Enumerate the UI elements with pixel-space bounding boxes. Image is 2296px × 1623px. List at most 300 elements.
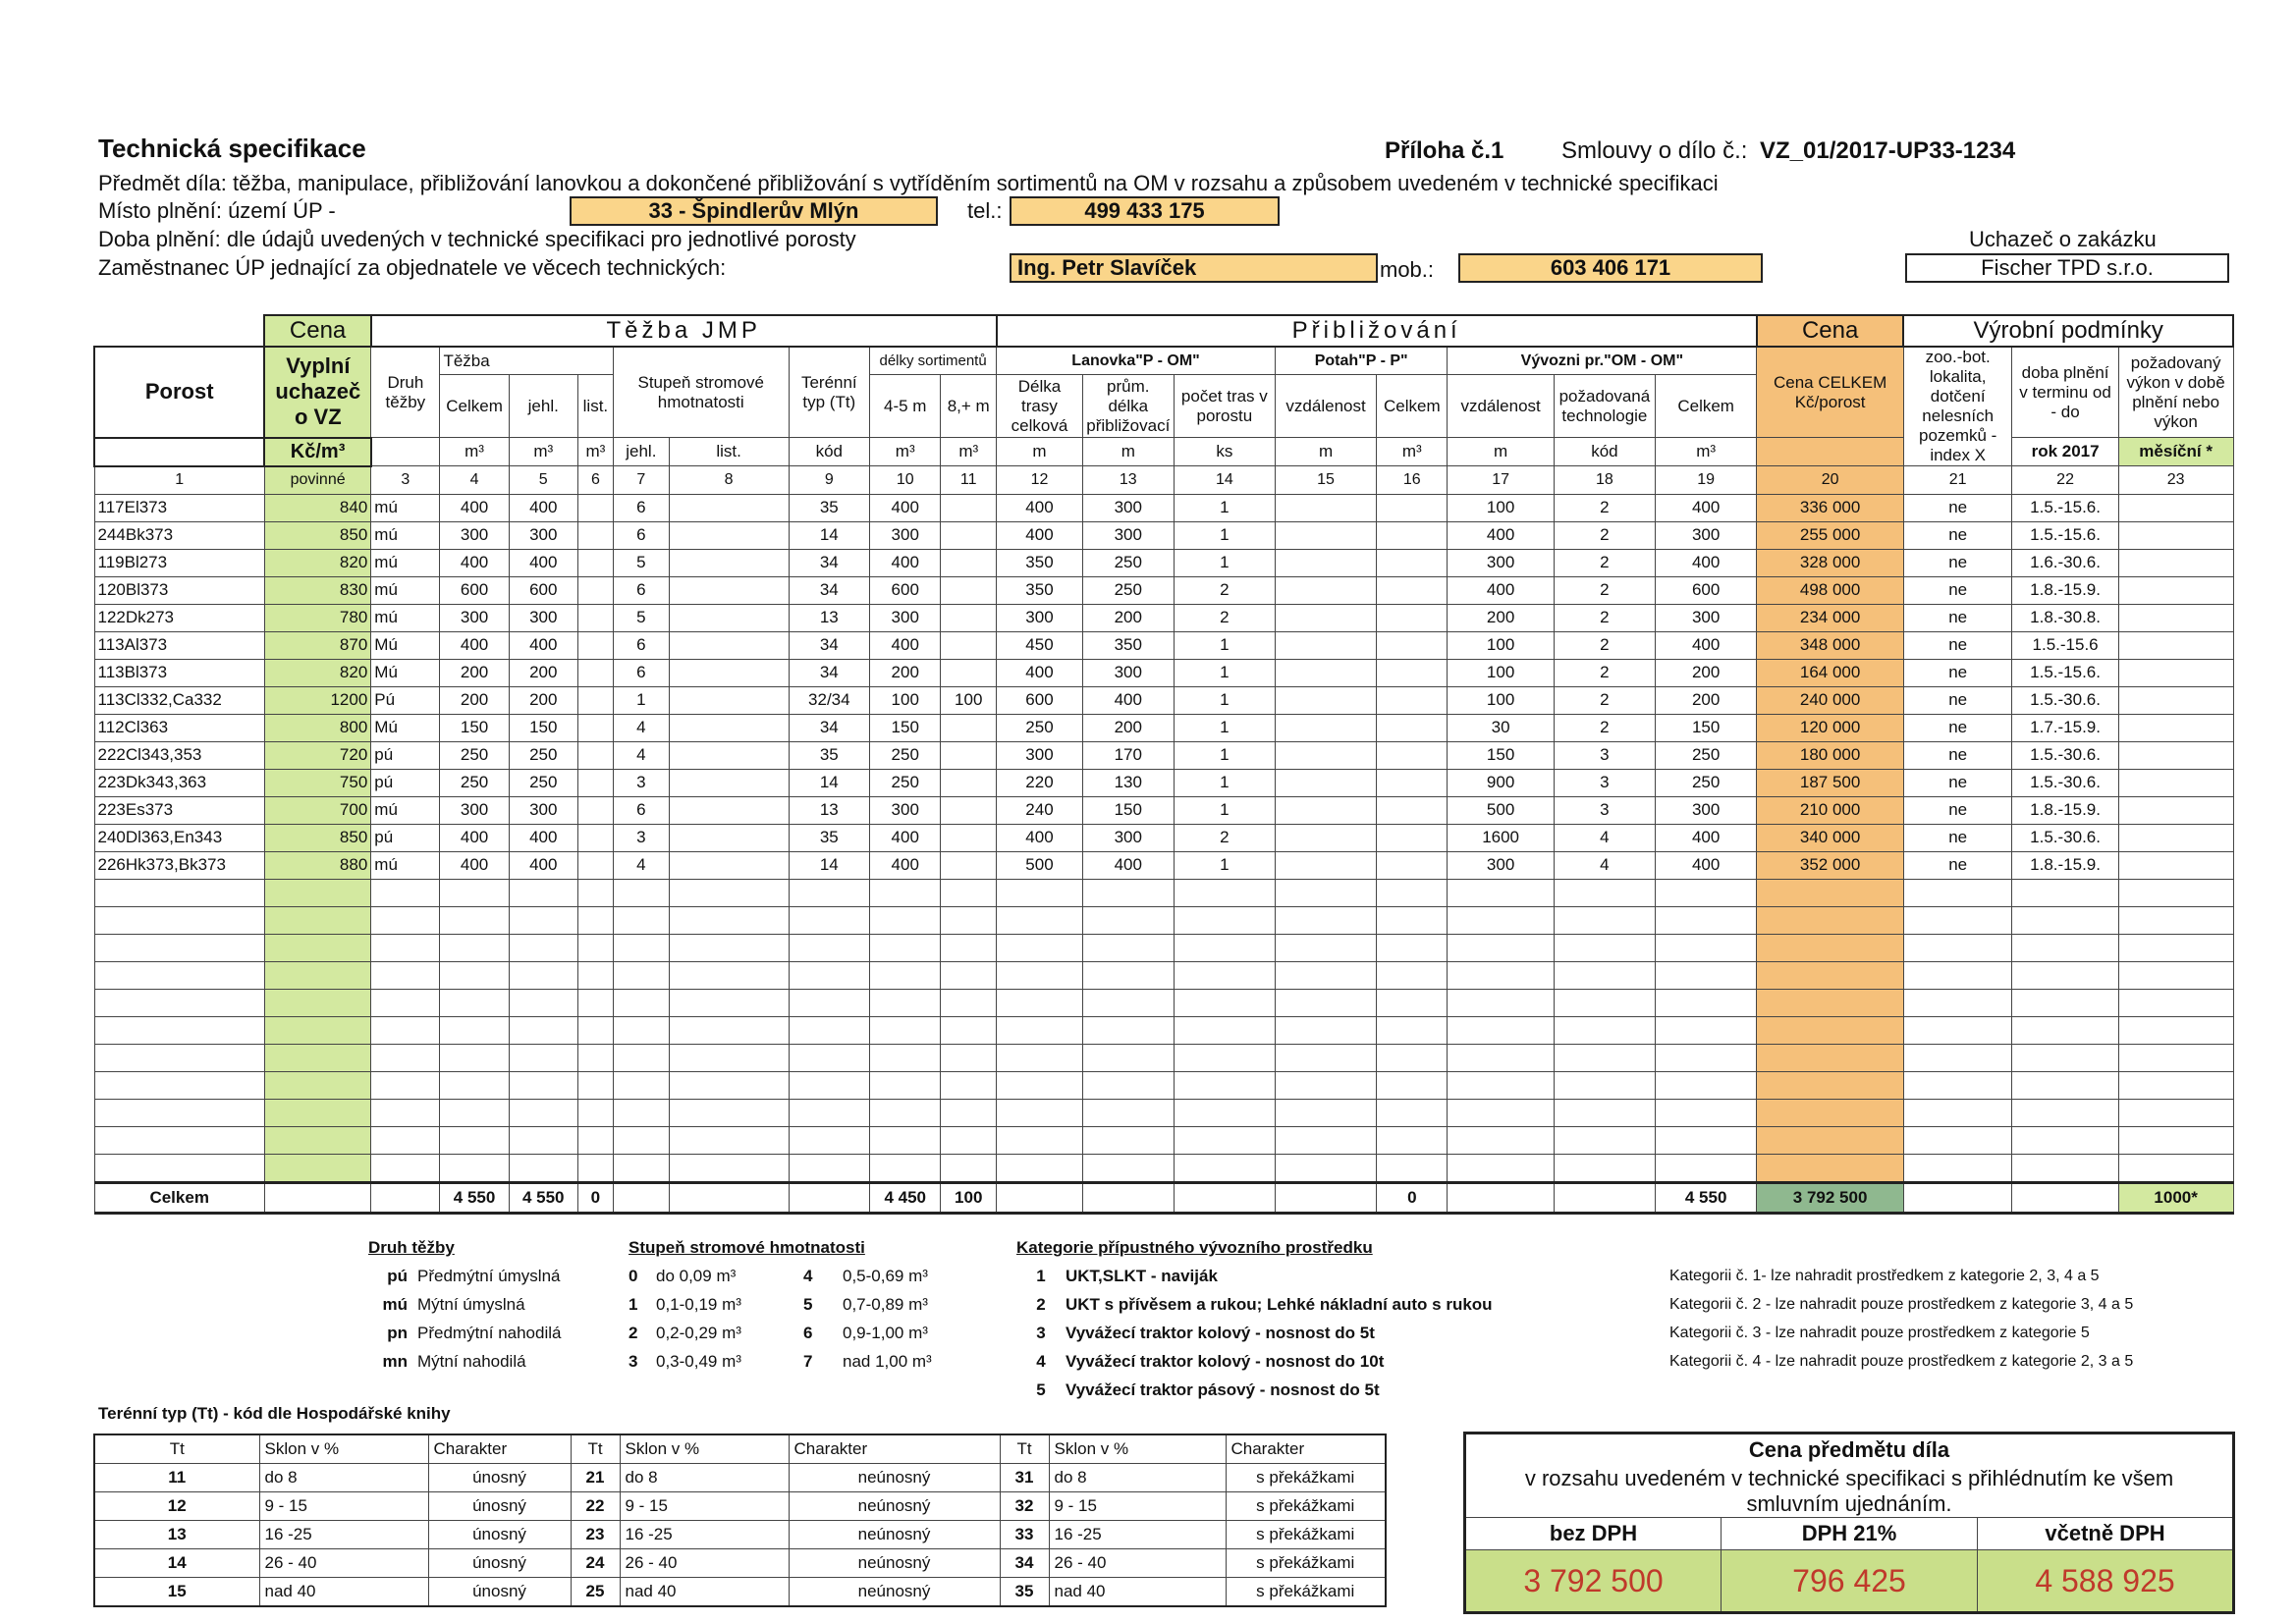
table-cell: 250 bbox=[440, 769, 509, 796]
unit-mesicni: měsíční * bbox=[2118, 438, 2233, 466]
total-cell bbox=[613, 1182, 669, 1213]
table-cell: 240 bbox=[997, 796, 1083, 824]
mob-value: 603 406 171 bbox=[1458, 253, 1763, 283]
column-number: 22 bbox=[2012, 466, 2118, 495]
table-cell: 113Bl373 bbox=[94, 659, 264, 686]
table-cell bbox=[1377, 851, 1448, 879]
table-cell: 850 bbox=[264, 824, 370, 851]
table-cell: 870 bbox=[264, 631, 370, 659]
table-cell: 300 bbox=[509, 604, 577, 631]
header-celkem3: Celkem bbox=[1656, 375, 1757, 438]
legend-text: do 0,09 m³ bbox=[656, 1267, 737, 1285]
table-cell bbox=[1377, 741, 1448, 769]
column-number: 21 bbox=[1903, 466, 2011, 495]
total-cell bbox=[1082, 1182, 1174, 1213]
terrain-cell: neúnosný bbox=[789, 1492, 1000, 1521]
table-cell: 300 bbox=[1082, 494, 1174, 521]
legend-text: UKT,SLKT - naviják bbox=[1066, 1267, 1218, 1285]
table-row bbox=[94, 796, 2233, 824]
header-d8: 8,+ m bbox=[941, 375, 997, 438]
table-cell: 100 bbox=[941, 686, 997, 714]
table-cell: 150 bbox=[870, 714, 941, 741]
table-cell: 400 bbox=[509, 851, 577, 879]
terrain-header: Sklon v % bbox=[620, 1434, 789, 1464]
terrain-cell: nad 40 bbox=[259, 1578, 428, 1607]
table-cell bbox=[669, 769, 789, 796]
terrain-cell: neúnosný bbox=[789, 1521, 1000, 1549]
table-cell bbox=[941, 796, 997, 824]
table-cell: ne bbox=[1903, 796, 2011, 824]
total-cell: 4 450 bbox=[870, 1182, 941, 1213]
table-cell: 1 bbox=[1174, 521, 1275, 549]
table-cell: 400 bbox=[997, 521, 1083, 549]
terrain-header: Tt bbox=[571, 1434, 620, 1464]
legend-druh bbox=[368, 1233, 562, 1371]
column-number-row bbox=[94, 466, 2233, 495]
table-cell: 1 bbox=[613, 686, 669, 714]
total-row bbox=[94, 1182, 2233, 1213]
table-cell: pú bbox=[371, 769, 440, 796]
header-terenni: Terénní typ (Tt) bbox=[789, 347, 870, 438]
table-cell: 250 bbox=[870, 741, 941, 769]
terrain-cell: 16 -25 bbox=[620, 1521, 789, 1549]
table-cell: mú bbox=[371, 851, 440, 879]
misto-label: Místo plnění: území ÚP - bbox=[98, 198, 336, 223]
table-cell: 3 bbox=[1554, 741, 1655, 769]
total-cell bbox=[1903, 1182, 2011, 1213]
table-cell: 400 bbox=[997, 659, 1083, 686]
table-cell: 400 bbox=[1656, 494, 1757, 521]
table-cell: 750 bbox=[264, 769, 370, 796]
legend-text: 0,3-0,49 m³ bbox=[656, 1352, 741, 1371]
price-header: DPH 21% bbox=[1722, 1518, 1978, 1550]
table-cell: 6 bbox=[613, 659, 669, 686]
column-number: 7 bbox=[613, 466, 669, 495]
unit-m: m bbox=[1082, 438, 1174, 466]
table-cell: Mú bbox=[371, 631, 440, 659]
table-cell bbox=[669, 796, 789, 824]
header-vzdalenost: vzdálenost bbox=[1275, 375, 1376, 438]
predmet-text: Předmět díla: těžba, manipulace, přibližování lanovkou a dokončené přibližování s vytříděním sortimentů na OM v rozsahu a způsobem uvedeném v technické specifikaci bbox=[98, 171, 1719, 195]
table-cell: 200 bbox=[1448, 604, 1554, 631]
terrain-header: Charakter bbox=[428, 1434, 571, 1464]
total-cell: 4 550 bbox=[509, 1182, 577, 1213]
terrain-cell: 32 bbox=[1000, 1492, 1049, 1521]
header-vyplni: Vyplní uchazeč o VZ bbox=[264, 347, 370, 438]
terrain-row bbox=[94, 1492, 1386, 1521]
legend-kategorie-item bbox=[1016, 1347, 1493, 1376]
group-delky: délky sortimentů bbox=[870, 347, 997, 375]
legend-code: 7 bbox=[803, 1352, 813, 1371]
table-cell: 300 bbox=[1656, 796, 1757, 824]
table-cell: 1 bbox=[1174, 851, 1275, 879]
header-celkem2: Celkem bbox=[1377, 375, 1448, 438]
legend-code: 6 bbox=[803, 1324, 813, 1342]
terrain-row bbox=[94, 1464, 1386, 1492]
table-cell: 1.5.-30.6. bbox=[2012, 686, 2118, 714]
column-number: 18 bbox=[1554, 466, 1655, 495]
table-cell bbox=[577, 741, 613, 769]
table-cell: 240Dl363,En343 bbox=[94, 824, 264, 851]
total-cell bbox=[264, 1182, 370, 1213]
table-cell: 1.6.-30.6. bbox=[2012, 549, 2118, 576]
table-cell: 3 bbox=[613, 769, 669, 796]
table-cell: 300 bbox=[509, 521, 577, 549]
table-cell: 1 bbox=[1174, 686, 1275, 714]
group-lanovka: Lanovka"P - OM" bbox=[997, 347, 1276, 375]
table-cell: 250 bbox=[1656, 741, 1757, 769]
table-cell bbox=[577, 631, 613, 659]
terrain-cell: 14 bbox=[94, 1549, 259, 1578]
unit-kc: Kč/m³ bbox=[264, 438, 370, 466]
column-number: 23 bbox=[2118, 466, 2233, 495]
terrain-cell: 16 -25 bbox=[259, 1521, 428, 1549]
table-cell: 113Al373 bbox=[94, 631, 264, 659]
table-cell bbox=[1377, 631, 1448, 659]
empty-row bbox=[94, 1099, 2233, 1126]
table-cell: mú bbox=[371, 796, 440, 824]
group-potah: Potah"P - P" bbox=[1275, 347, 1447, 375]
table-cell: 2 bbox=[1554, 494, 1655, 521]
table-cell bbox=[1377, 824, 1448, 851]
empty-row bbox=[94, 1154, 2233, 1182]
column-number: 4 bbox=[440, 466, 509, 495]
table-cell bbox=[2118, 494, 2233, 521]
table-cell bbox=[1377, 521, 1448, 549]
legend-note: Kategorii č. 4 - lze nahradit pouze prostředkem z kategorie 2, 3 a 5 bbox=[1669, 1353, 2134, 1370]
table-cell bbox=[1275, 521, 1376, 549]
legend-kategorie-title: Kategorie přípustného vývozního prostředku bbox=[1016, 1238, 1373, 1257]
table-cell: 32/34 bbox=[789, 686, 870, 714]
header-porost: Porost bbox=[94, 347, 264, 438]
legend-notes bbox=[1669, 1262, 2134, 1370]
table-cell bbox=[577, 659, 613, 686]
terrain-cell: 25 bbox=[571, 1578, 620, 1607]
table-cell: 400 bbox=[440, 549, 509, 576]
table-cell: 150 bbox=[440, 714, 509, 741]
unit-m: m bbox=[1448, 438, 1554, 466]
table-cell: 250 bbox=[509, 741, 577, 769]
terrain-row bbox=[94, 1549, 1386, 1578]
table-cell: 250 bbox=[1082, 576, 1174, 604]
terrain-cell: do 8 bbox=[259, 1464, 428, 1492]
table-cell: 300 bbox=[509, 796, 577, 824]
table-cell: 350 bbox=[997, 576, 1083, 604]
table-cell: 500 bbox=[1448, 796, 1554, 824]
terrain-cell: do 8 bbox=[1049, 1464, 1226, 1492]
terrain-cell: s překážkami bbox=[1226, 1492, 1386, 1521]
table-cell: ne bbox=[1903, 851, 2011, 879]
table-cell bbox=[1377, 714, 1448, 741]
table-cell: ne bbox=[1903, 549, 2011, 576]
group-vyvozni: Vývozni pr."OM - OM" bbox=[1448, 347, 1757, 375]
column-number: 14 bbox=[1174, 466, 1275, 495]
price-box bbox=[1463, 1432, 2235, 1614]
table-cell bbox=[2118, 796, 2233, 824]
table-cell: 4 bbox=[613, 714, 669, 741]
unit-m: m bbox=[997, 438, 1083, 466]
terrain-cell: 35 bbox=[1000, 1578, 1049, 1607]
table-cell bbox=[1275, 659, 1376, 686]
table-cell bbox=[1275, 824, 1376, 851]
table-cell bbox=[941, 494, 997, 521]
table-cell bbox=[2118, 851, 2233, 879]
table-cell: 850 bbox=[264, 521, 370, 549]
table-cell: 4 bbox=[613, 851, 669, 879]
terrain-title: Terénní typ (Tt) - kód dle Hospodářské knihy bbox=[98, 1404, 451, 1423]
table-cell bbox=[1275, 741, 1376, 769]
legend-text: Vyvážecí traktor kolový - nosnost do 5t bbox=[1066, 1324, 1375, 1342]
table-cell bbox=[669, 576, 789, 604]
legend-text: 0,2-0,29 m³ bbox=[656, 1324, 741, 1342]
zamestnanec-label: Zaměstnanec ÚP jednající za objednatele ve věcech technických: bbox=[98, 255, 727, 280]
empty-row bbox=[94, 934, 2233, 961]
table-cell: 1.5.-30.6. bbox=[2012, 824, 2118, 851]
table-cell bbox=[1275, 686, 1376, 714]
table-cell bbox=[669, 494, 789, 521]
table-cell: 6 bbox=[613, 494, 669, 521]
table-cell: 700 bbox=[264, 796, 370, 824]
total-cell: 4 550 bbox=[1656, 1182, 1757, 1213]
table-cell: 2 bbox=[1554, 686, 1655, 714]
legend-stupen-item bbox=[629, 1347, 932, 1376]
price-header: bez DPH bbox=[1465, 1518, 1722, 1550]
legend-text: Mýtní nahodilá bbox=[417, 1352, 526, 1371]
empty-row bbox=[94, 1126, 2233, 1154]
table-cell: ne bbox=[1903, 494, 2011, 521]
terrain-cell: 9 - 15 bbox=[620, 1492, 789, 1521]
table-cell bbox=[577, 851, 613, 879]
legend-code: mú bbox=[382, 1295, 408, 1314]
table-cell: 300 bbox=[1656, 521, 1757, 549]
table-cell: 400 bbox=[870, 824, 941, 851]
total-cell: 3 792 500 bbox=[1757, 1182, 1904, 1213]
table-cell: ne bbox=[1903, 714, 2011, 741]
table-cell: 2 bbox=[1554, 576, 1655, 604]
table-cell: 117El373 bbox=[94, 494, 264, 521]
table-cell: 340 000 bbox=[1757, 824, 1904, 851]
table-cell: 2 bbox=[1174, 576, 1275, 604]
total-cell bbox=[1554, 1182, 1655, 1213]
table-cell: 400 bbox=[1082, 851, 1174, 879]
terrain-cell: 31 bbox=[1000, 1464, 1049, 1492]
table-row bbox=[94, 521, 2233, 549]
table-cell: mú bbox=[371, 494, 440, 521]
table-cell: 200 bbox=[1656, 659, 1757, 686]
table-cell: 150 bbox=[1656, 714, 1757, 741]
unit-m3: m³ bbox=[1377, 438, 1448, 466]
table-cell bbox=[1275, 549, 1376, 576]
table-cell bbox=[577, 549, 613, 576]
legend-code: pn bbox=[387, 1324, 408, 1342]
table-cell bbox=[2118, 549, 2233, 576]
table-cell: 100 bbox=[1448, 631, 1554, 659]
header-doba: doba plnění v terminu od - do bbox=[2012, 347, 2118, 438]
table-cell: 600 bbox=[870, 576, 941, 604]
legend-text: Předmýtní úmyslná bbox=[417, 1267, 561, 1285]
table-row bbox=[94, 576, 2233, 604]
priloha-label: Příloha č.1 bbox=[1385, 137, 1504, 164]
table-cell: 820 bbox=[264, 659, 370, 686]
table-cell: 112Cl363 bbox=[94, 714, 264, 741]
legend-text: UKT s přívěsem a rukou; Lehké nákladní auto s rukou bbox=[1066, 1295, 1493, 1314]
specification-table bbox=[93, 314, 2234, 1215]
terrain-cell: 26 - 40 bbox=[1049, 1549, 1226, 1578]
table-cell bbox=[941, 521, 997, 549]
mob-label: mob.: bbox=[1380, 257, 1435, 282]
table-cell: 300 bbox=[440, 521, 509, 549]
table-row bbox=[94, 631, 2233, 659]
legend-text: Předmýtní nahodilá bbox=[417, 1324, 562, 1342]
empty-row bbox=[94, 1044, 2233, 1071]
table-cell: 200 bbox=[870, 659, 941, 686]
table-cell: 400 bbox=[997, 824, 1083, 851]
table-cell: 400 bbox=[1656, 851, 1757, 879]
table-row bbox=[94, 851, 2233, 879]
legend-code: 3 bbox=[629, 1352, 638, 1371]
table-cell: 220 bbox=[997, 769, 1083, 796]
table-cell: 4 bbox=[1554, 851, 1655, 879]
terrain-row bbox=[94, 1578, 1386, 1607]
table-cell: 1 bbox=[1174, 549, 1275, 576]
table-cell bbox=[941, 741, 997, 769]
table-cell: 300 bbox=[997, 741, 1083, 769]
terrain-cell: neúnosný bbox=[789, 1549, 1000, 1578]
tel-value: 499 433 175 bbox=[1010, 196, 1280, 226]
table-cell: 100 bbox=[1448, 686, 1554, 714]
table-cell bbox=[1377, 659, 1448, 686]
table-cell: 2 bbox=[1174, 604, 1275, 631]
table-cell: ne bbox=[1903, 631, 2011, 659]
empty-row bbox=[94, 961, 2233, 989]
terrain-cell: únosný bbox=[428, 1521, 571, 1549]
table-cell bbox=[669, 659, 789, 686]
price-value: 4 588 925 bbox=[1978, 1550, 2234, 1613]
table-cell bbox=[669, 631, 789, 659]
column-number: 10 bbox=[870, 466, 941, 495]
legend-note: Kategorii č. 3 - lze nahradit pouze prostředkem z kategorie 5 bbox=[1669, 1325, 2090, 1341]
table-cell: 100 bbox=[1448, 494, 1554, 521]
table-cell: 300 bbox=[1082, 824, 1174, 851]
column-number: 6 bbox=[577, 466, 613, 495]
table-cell: 34 bbox=[789, 659, 870, 686]
table-cell: 2 bbox=[1174, 824, 1275, 851]
terrain-cell: s překážkami bbox=[1226, 1578, 1386, 1607]
table-cell bbox=[577, 824, 613, 851]
terrain-cell: únosný bbox=[428, 1464, 571, 1492]
table-cell bbox=[669, 686, 789, 714]
table-cell: 3 bbox=[613, 824, 669, 851]
table-cell: 300 bbox=[440, 796, 509, 824]
table-cell bbox=[577, 494, 613, 521]
header-pozad: požadovaná technologie bbox=[1554, 375, 1655, 438]
header-celkem: Celkem bbox=[440, 375, 509, 438]
table-cell: 113Cl332,Ca332 bbox=[94, 686, 264, 714]
price-subtitle: v rozsahu uvedeném v technické specifikaci s přihlédnutím ke všem smluvním ujednáním. bbox=[1465, 1466, 2234, 1518]
table-row bbox=[94, 494, 2233, 521]
table-cell: mú bbox=[371, 549, 440, 576]
table-cell bbox=[941, 576, 997, 604]
price-value: 3 792 500 bbox=[1465, 1550, 1722, 1613]
unit-m3: m³ bbox=[577, 438, 613, 466]
table-cell bbox=[1275, 796, 1376, 824]
table-cell: 1.8.-15.9. bbox=[2012, 576, 2118, 604]
unit-kod: kód bbox=[1554, 438, 1655, 466]
table-cell: 2 bbox=[1554, 714, 1655, 741]
table-cell: 500 bbox=[997, 851, 1083, 879]
table-cell bbox=[941, 824, 997, 851]
table-cell bbox=[2118, 741, 2233, 769]
terrain-row bbox=[94, 1521, 1386, 1549]
terrain-cell: nad 40 bbox=[620, 1578, 789, 1607]
table-cell: 400 bbox=[1656, 631, 1757, 659]
table-cell: 300 bbox=[1656, 604, 1757, 631]
table-cell: 400 bbox=[870, 631, 941, 659]
empty-row bbox=[94, 906, 2233, 934]
table-cell: 170 bbox=[1082, 741, 1174, 769]
table-cell bbox=[1377, 604, 1448, 631]
table-cell: 2 bbox=[1554, 521, 1655, 549]
table-cell: 400 bbox=[870, 494, 941, 521]
table-cell: 830 bbox=[264, 576, 370, 604]
table-cell: 250 bbox=[1082, 549, 1174, 576]
unit-m: m bbox=[1275, 438, 1376, 466]
table-cell: 34 bbox=[789, 631, 870, 659]
table-cell: 328 000 bbox=[1757, 549, 1904, 576]
terrain-cell: 13 bbox=[94, 1521, 259, 1549]
table-cell: 300 bbox=[870, 604, 941, 631]
terrain-cell: nad 40 bbox=[1049, 1578, 1226, 1607]
table-cell: 6 bbox=[613, 796, 669, 824]
tel-label: tel.: bbox=[967, 198, 1003, 223]
column-number: 3 bbox=[371, 466, 440, 495]
column-number: 13 bbox=[1082, 466, 1174, 495]
table-cell: pú bbox=[371, 741, 440, 769]
total-cell: Celkem bbox=[94, 1182, 264, 1213]
table-row bbox=[94, 686, 2233, 714]
column-number: 11 bbox=[941, 466, 997, 495]
legend-text: 0,7-0,89 m³ bbox=[843, 1295, 928, 1314]
table-cell: 150 bbox=[1448, 741, 1554, 769]
terrain-cell: s překážkami bbox=[1226, 1464, 1386, 1492]
table-cell: 1 bbox=[1174, 714, 1275, 741]
table-cell bbox=[669, 741, 789, 769]
header-vzdalenost2: vzdálenost bbox=[1448, 375, 1554, 438]
terrain-cell: 23 bbox=[571, 1521, 620, 1549]
header-pocet: počet tras v porostu bbox=[1174, 375, 1275, 438]
unit-m3: m³ bbox=[941, 438, 997, 466]
table-cell: 250 bbox=[1656, 769, 1757, 796]
terrain-cell: 24 bbox=[571, 1549, 620, 1578]
table-cell: ne bbox=[1903, 686, 2011, 714]
table-cell: 234 000 bbox=[1757, 604, 1904, 631]
table-cell: 1 bbox=[1174, 494, 1275, 521]
legend-text: Vyvážecí traktor pásový - nosnost do 5t bbox=[1066, 1380, 1380, 1399]
table-cell bbox=[669, 714, 789, 741]
table-cell: 200 bbox=[440, 659, 509, 686]
table-cell bbox=[941, 604, 997, 631]
terrain-cell: s překážkami bbox=[1226, 1549, 1386, 1578]
table-cell: 3 bbox=[1554, 769, 1655, 796]
legend-code: 3 bbox=[1036, 1324, 1046, 1342]
total-cell: 4 550 bbox=[440, 1182, 509, 1213]
table-cell: 250 bbox=[509, 769, 577, 796]
table-cell: 240 000 bbox=[1757, 686, 1904, 714]
uchazec-label: Uchazeč o zakázku bbox=[1969, 227, 2157, 251]
table-cell bbox=[2118, 576, 2233, 604]
table-cell: 1.5.-15.6. bbox=[2012, 521, 2118, 549]
table-cell bbox=[941, 659, 997, 686]
